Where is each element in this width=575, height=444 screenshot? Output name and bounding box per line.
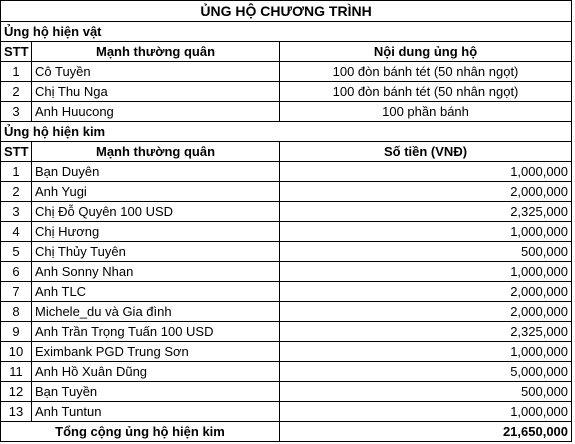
cash-row <box>1 402 572 422</box>
row-amount: 1,000,000 <box>280 162 572 182</box>
column-header-donor: Mạnh thường quân <box>32 142 280 162</box>
total-row <box>1 422 572 442</box>
row-stt: 8 <box>1 302 32 322</box>
cash-row <box>1 242 572 262</box>
row-donor: Chị Đỗ Quyên 100 USD <box>32 202 280 222</box>
row-donor: Michele_du và Gia đình <box>32 302 280 322</box>
total-label: Tổng cộng ủng hộ hiện kim <box>1 422 280 442</box>
row-donor: Anh Huucong <box>32 102 280 122</box>
row-content: 100 phần bánh <box>280 102 572 122</box>
row-donor: Anh Hồ Xuân Dũng <box>32 362 280 382</box>
row-stt: 9 <box>1 322 32 342</box>
row-stt: 13 <box>1 402 32 422</box>
row-donor: Anh Sonny Nhan <box>32 262 280 282</box>
title-row <box>1 1 572 22</box>
row-donor: Bạn Tuyền <box>32 382 280 402</box>
column-header-amount: Số tiền (VNĐ) <box>280 142 572 162</box>
cash-row <box>1 222 572 242</box>
cash-heading: Ủng hộ hiện kim <box>1 122 572 142</box>
row-donor: Anh Tuntun <box>32 402 280 422</box>
cash-row <box>1 342 572 362</box>
row-donor: Eximbank PGD Trung Sơn <box>32 342 280 362</box>
cash-row <box>1 362 572 382</box>
in-kind-section-row <box>1 22 572 42</box>
row-amount: 2,000,000 <box>280 282 572 302</box>
row-amount: 1,000,000 <box>280 402 572 422</box>
row-stt: 5 <box>1 242 32 262</box>
row-donor: Anh TLC <box>32 282 280 302</box>
row-donor: Anh Trần Trọng Tuấn 100 USD <box>32 322 280 342</box>
cash-row <box>1 382 572 402</box>
column-header-stt: STT <box>1 142 32 162</box>
row-stt: 3 <box>1 202 32 222</box>
cash-row <box>1 302 572 322</box>
row-amount: 500,000 <box>280 242 572 262</box>
total-amount: 21,650,000 <box>280 422 572 442</box>
row-donor: Cô Tuyền <box>32 62 280 82</box>
row-stt: 10 <box>1 342 32 362</box>
cash-header-row <box>1 142 572 162</box>
row-content: 100 đòn bánh tét (50 nhân ngọt) <box>280 82 572 102</box>
row-amount: 2,000,000 <box>280 302 572 322</box>
row-donor: Bạn Duyên <box>32 162 280 182</box>
row-amount: 2,000,000 <box>280 182 572 202</box>
row-stt: 6 <box>1 262 32 282</box>
row-stt: 2 <box>1 182 32 202</box>
in-kind-row <box>1 62 572 82</box>
in-kind-row <box>1 82 572 102</box>
in-kind-row <box>1 102 572 122</box>
cash-row <box>1 262 572 282</box>
row-stt: 7 <box>1 282 32 302</box>
row-donor: Chị Thủy Tuyên <box>32 242 280 262</box>
cash-section-row <box>1 122 572 142</box>
row-amount: 5,000,000 <box>280 362 572 382</box>
row-donor: Anh Yugi <box>32 182 280 202</box>
cash-row <box>1 282 572 302</box>
row-donor: Chị Thu Nga <box>32 82 280 102</box>
row-amount: 2,325,000 <box>280 202 572 222</box>
column-header-stt: STT <box>1 42 32 62</box>
row-stt: 4 <box>1 222 32 242</box>
column-header-donor: Mạnh thường quân <box>32 42 280 62</box>
cash-row <box>1 162 572 182</box>
row-stt: 12 <box>1 382 32 402</box>
row-amount: 2,325,000 <box>280 322 572 342</box>
row-stt: 2 <box>1 82 32 102</box>
row-stt: 11 <box>1 362 32 382</box>
donation-table-body <box>1 1 572 442</box>
row-amount: 1,000,000 <box>280 342 572 362</box>
row-donor: Chị Hương <box>32 222 280 242</box>
row-amount: 500,000 <box>280 382 572 402</box>
row-stt: 1 <box>1 162 32 182</box>
in-kind-heading: Ủng hộ hiện vật <box>1 22 572 42</box>
row-stt: 3 <box>1 102 32 122</box>
row-amount: 1,000,000 <box>280 262 572 282</box>
row-amount: 1,000,000 <box>280 222 572 242</box>
cash-row <box>1 322 572 342</box>
cash-row <box>1 182 572 202</box>
page-title: ỦNG HỘ CHƯƠNG TRÌNH <box>1 1 572 22</box>
cash-row <box>1 202 572 222</box>
row-content: 100 đòn bánh tét (50 nhân ngọt) <box>280 62 572 82</box>
column-header-content: Nội dung ủng hộ <box>280 42 572 62</box>
in-kind-header-row <box>1 42 572 62</box>
row-stt: 1 <box>1 62 32 82</box>
